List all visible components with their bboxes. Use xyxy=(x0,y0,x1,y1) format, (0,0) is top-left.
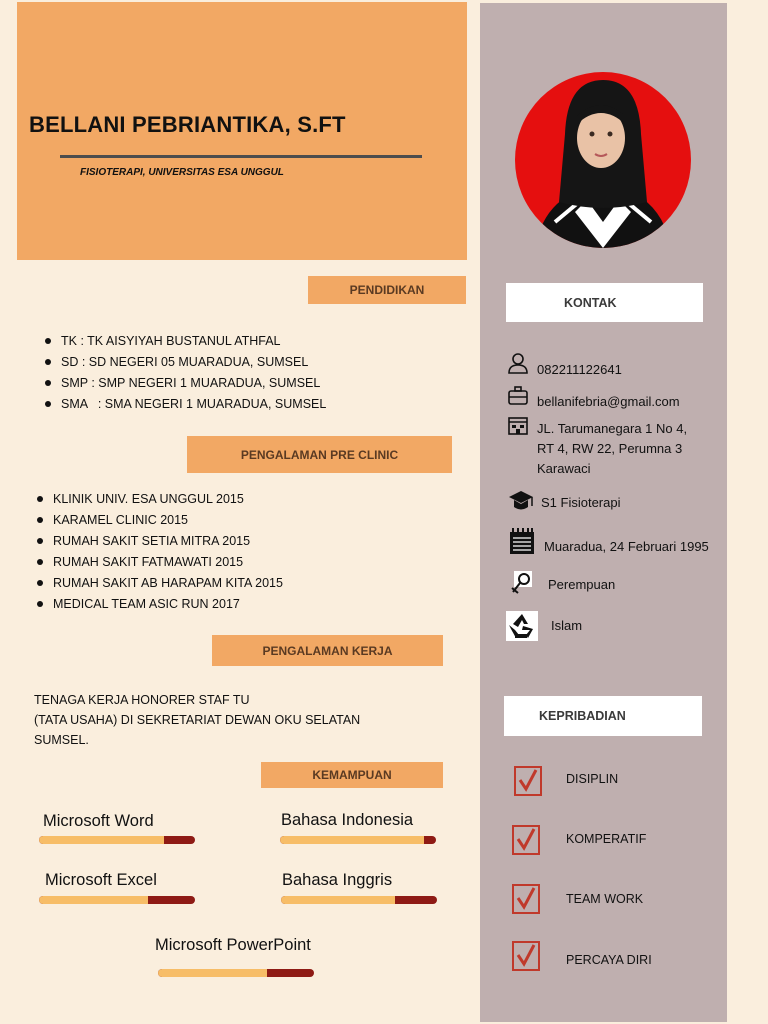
list-item: SMA : SMA NEGERI 1 MUARADUA, SUMSEL xyxy=(45,397,326,411)
checkmark-icon xyxy=(515,943,537,969)
contact-phone: 082211122641 xyxy=(537,362,622,377)
skill-fill xyxy=(158,969,267,977)
skill-bar-bahasa-indonesia xyxy=(280,836,436,844)
checkmark-icon xyxy=(515,827,537,853)
contact-religion: Islam xyxy=(551,618,583,633)
recycle-icon xyxy=(506,611,538,641)
list-item: SMP : SMP NEGERI 1 MUARADUA, SUMSEL xyxy=(45,376,326,390)
list-item: KLINIK UNIV. ESA UNGGUL 2015 xyxy=(37,492,283,506)
briefcase-icon xyxy=(507,385,529,407)
list-item: TK : TK AISYIYAH BUSTANUL ATHFAL xyxy=(45,334,326,348)
skill-label-bahasa-indonesia: Bahasa Indonesia xyxy=(281,811,414,829)
calendar-icon xyxy=(508,528,536,556)
address-line: JL. Tarumanegara 1 No 4, xyxy=(537,421,688,436)
trait-label: DISIPLIN xyxy=(566,772,619,786)
person-portrait-icon xyxy=(515,72,691,248)
preclinic-list xyxy=(37,492,283,611)
skill-label-powerpoint: Microsoft PowerPoint xyxy=(155,936,311,954)
list-item: MEDICAL TEAM ASIC RUN 2017 xyxy=(37,597,283,611)
checkbox-checked-icon xyxy=(512,941,540,971)
graduation-cap-icon xyxy=(508,489,534,513)
skill-label-bahasa-inggris: Bahasa Inggris xyxy=(282,871,393,889)
checkmark-icon xyxy=(517,768,539,794)
skill-bar-excel xyxy=(39,896,195,904)
section-title-preclinic: PENGALAMAN PRE CLINIC xyxy=(187,436,452,473)
list-item: SD : SD NEGERI 05 MUARADUA, SUMSEL xyxy=(45,355,326,369)
skill-bar-bahasa-inggris xyxy=(281,896,437,904)
contact-birth: Muaradua, 24 Februari 1995 xyxy=(544,539,709,554)
work-line: TENAGA KERJA HONORER STAF TU xyxy=(34,693,250,707)
contact-gender: Perempuan xyxy=(548,577,616,592)
checkbox-checked-icon xyxy=(512,825,540,855)
checkbox-checked-icon xyxy=(514,766,542,796)
list-item: RUMAH SAKIT SETIA MITRA 2015 xyxy=(37,534,283,548)
address-line: RT 4, RW 22, Perumna 3 xyxy=(537,441,683,456)
list-item: RUMAH SAKIT AB HARAPAM KITA 2015 xyxy=(37,576,283,590)
section-title-education: PENDIDIKAN xyxy=(308,276,466,304)
work-line: (TATA USAHA) DI SEKRETARIAT DEWAN OKU SELATAN xyxy=(34,713,361,727)
contact-address xyxy=(537,419,687,479)
work-line: SUMSEL. xyxy=(34,733,89,747)
user-icon xyxy=(507,352,529,374)
trait-label: TEAM WORK xyxy=(566,892,644,906)
skill-bar-word xyxy=(39,836,195,844)
female-symbol-icon xyxy=(510,570,534,598)
list-item: RUMAH SAKIT FATMAWATI 2015 xyxy=(37,555,283,569)
address-line: Karawaci xyxy=(537,461,591,476)
skill-fill xyxy=(39,836,164,844)
profile-photo xyxy=(515,72,691,248)
education-list xyxy=(45,334,326,411)
skill-label-word: Microsoft Word xyxy=(43,812,154,830)
contact-email: bellanifebria@gmail.com xyxy=(537,394,680,409)
section-title-skills: KEMAMPUAN xyxy=(261,762,443,788)
skill-label-excel: Microsoft Excel xyxy=(45,871,157,889)
trait-label: KOMPERATIF xyxy=(566,832,647,846)
list-item: KARAMEL CLINIC 2015 xyxy=(37,513,283,527)
checkmark-icon xyxy=(515,886,537,912)
contact-degree: S1 Fisioterapi xyxy=(541,495,621,510)
skill-fill xyxy=(39,896,148,904)
name-divider xyxy=(60,155,422,158)
section-title-work: PENGALAMAN KERJA xyxy=(212,635,443,666)
candidate-name: BELLANI PEBRIANTIKA, S.FT xyxy=(29,112,346,137)
skill-bar-powerpoint xyxy=(158,969,314,977)
checkbox-checked-icon xyxy=(512,884,540,914)
building-icon xyxy=(507,414,529,436)
personality-heading: KEPRIBADIAN xyxy=(504,696,702,736)
skill-fill xyxy=(281,896,395,904)
candidate-subtitle: FISIOTERAPI, UNIVERSITAS ESA UNGGUL xyxy=(80,167,284,178)
trait-label: PERCAYA DIRI xyxy=(566,953,652,967)
contact-heading: KONTAK xyxy=(506,283,703,322)
work-description xyxy=(34,690,404,750)
skill-fill xyxy=(280,836,424,844)
